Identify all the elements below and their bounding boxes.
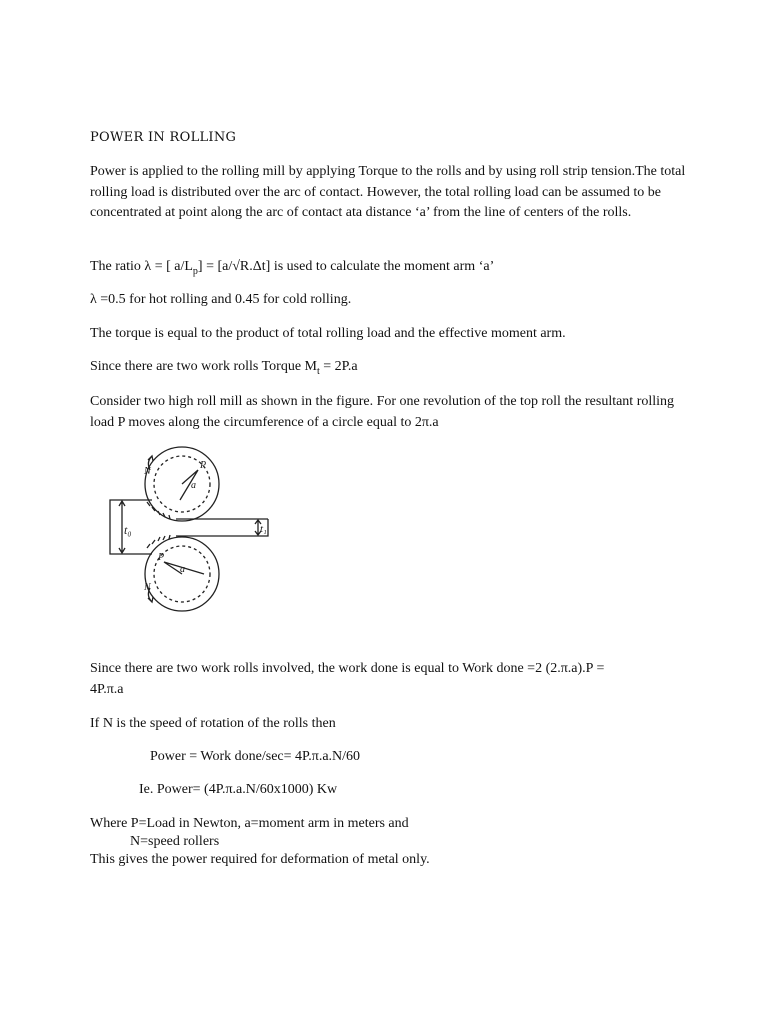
t0-label: t₀ <box>124 523 132 537</box>
speed-line: If N is the speed of rotation of the rolls then <box>90 716 336 731</box>
work-rolls-prefix: Since there are two work rolls Torque M <box>90 359 317 374</box>
ratio-subscript: p <box>192 265 198 277</box>
top-a-label: a <box>191 480 196 491</box>
t1-label: t₁ <box>260 523 267 535</box>
where-line: Where P=Load in Newton, a=moment arm in meters and <box>90 816 409 831</box>
consider-paragraph: Consider two high roll mill as shown in the figure. For one revolution of the top roll the resultant rolling load P moves along the circumference of a circle equal to 2π.a <box>90 394 675 430</box>
top-n-label: N <box>144 466 151 477</box>
work-done-line-2: 4P.π.a <box>90 682 124 697</box>
work-rolls-subscript: t <box>316 365 320 377</box>
bottom-a-label: a <box>180 564 185 575</box>
top-p-label: P <box>200 460 207 471</box>
lambda-line: λ =0.5 for hot rolling and 0.45 for cold rolling. <box>90 292 352 307</box>
speed-rollers-line: N=speed rollers <box>130 834 220 849</box>
torque-line: The torque is equal to the product of total rolling load and the effective moment arm. <box>90 326 566 341</box>
gives-line: This gives the power required for deformation of metal only. <box>90 852 430 867</box>
bottom-p-label: P <box>158 552 165 563</box>
rolling-mill-figure <box>98 444 288 614</box>
power-line: Power = Work done/sec= 4P.π.a.N/60 <box>150 749 361 764</box>
top-pressure-marks <box>147 502 170 519</box>
page-title: POWER IN ROLLING <box>90 130 237 145</box>
ratio-prefix: The ratio λ = [ a/L <box>90 259 193 274</box>
ratio-line <box>90 259 494 275</box>
work-rolls-line <box>90 359 358 375</box>
ratio-suffix: ] = [a/√R.Δt] is used to calculate the moment arm ‘a’ <box>197 259 495 274</box>
work-rolls-suffix: = 2P.a <box>319 359 358 374</box>
intro-paragraph: Power is applied to the rolling mill by applying Torque to the rolls and by using roll strip tension.The total rolling load is distributed over the arc of contact. However, the total rolling load can be assumed to be concentrated at point along the arc of contact ata distance ‘a’ from the line of centers of the rolls. <box>90 164 686 220</box>
outgoing-strip <box>176 519 268 536</box>
work-done-line-1: Since there are two work rolls involved, the work done is equal to Work done =2 (2.π.a).P = <box>90 661 605 676</box>
bottom-n-label: N <box>144 582 151 593</box>
power-kw-line: Ie. Power= (4P.π.a.N/60x1000) Kw <box>139 782 338 797</box>
